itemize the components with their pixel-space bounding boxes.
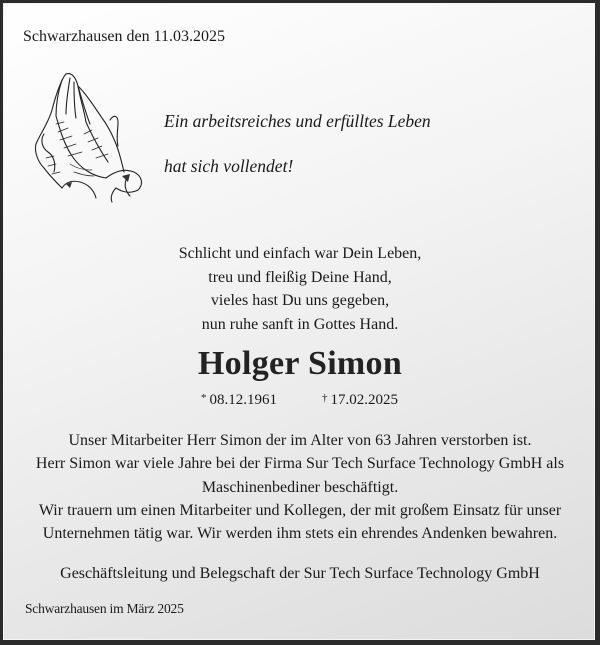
birth-date-value: 08.12.1961 bbox=[209, 392, 277, 408]
motto-line-2: hat sich vollendet! bbox=[164, 156, 294, 176]
place-date-header: Schwarzhausen den 11.03.2025 bbox=[23, 28, 226, 45]
poem-line: treu und fleißig Deine Hand, bbox=[208, 268, 392, 286]
body-line: Unternehmen tätig war. Wir werden ihm stets ein ehrendes Andenken bewahren. bbox=[42, 525, 558, 543]
birth-star-icon: * bbox=[201, 392, 207, 404]
birth-date bbox=[201, 392, 277, 409]
death-date-value: 17.02.2025 bbox=[330, 392, 398, 408]
body-text bbox=[4, 429, 596, 545]
deceased-name: Holger Simon bbox=[197, 345, 403, 382]
death-date bbox=[322, 392, 398, 409]
body-line: Maschinenbediner beschäftigt. bbox=[201, 478, 399, 496]
place-date-footer: Schwarzhausen im März 2025 bbox=[25, 601, 184, 616]
poem-line: vieles hast Du uns gegeben, bbox=[210, 292, 390, 309]
death-cross-icon: † bbox=[322, 392, 328, 404]
body-line: Wir trauern um einen Mitarbeiter und Kollegen, der mit großem Einsatz für unser bbox=[38, 501, 562, 519]
motto-line-1: Ein arbeitsreiches und erfülltes Leben bbox=[164, 111, 431, 131]
praying-hands-icon bbox=[26, 64, 151, 204]
obituary-notice bbox=[3, 3, 595, 640]
body-line: Herr Simon war viele Jahre bei der Firma Sur Tech Surface Technology GmbH als bbox=[35, 455, 565, 473]
body-line: Unser Mitarbeiter Herr Simon der im Alter von 63 Jahren verstorben ist. bbox=[68, 432, 532, 449]
poem-line: nun ruhe sanft in Gottes Hand. bbox=[201, 315, 399, 333]
signature: Geschäftsleitung und Belegschaft der Sur Tech Surface Technology GmbH bbox=[60, 565, 540, 582]
poem-line: Schlicht und einfach war Dein Leben, bbox=[178, 245, 422, 262]
poem bbox=[4, 242, 596, 336]
